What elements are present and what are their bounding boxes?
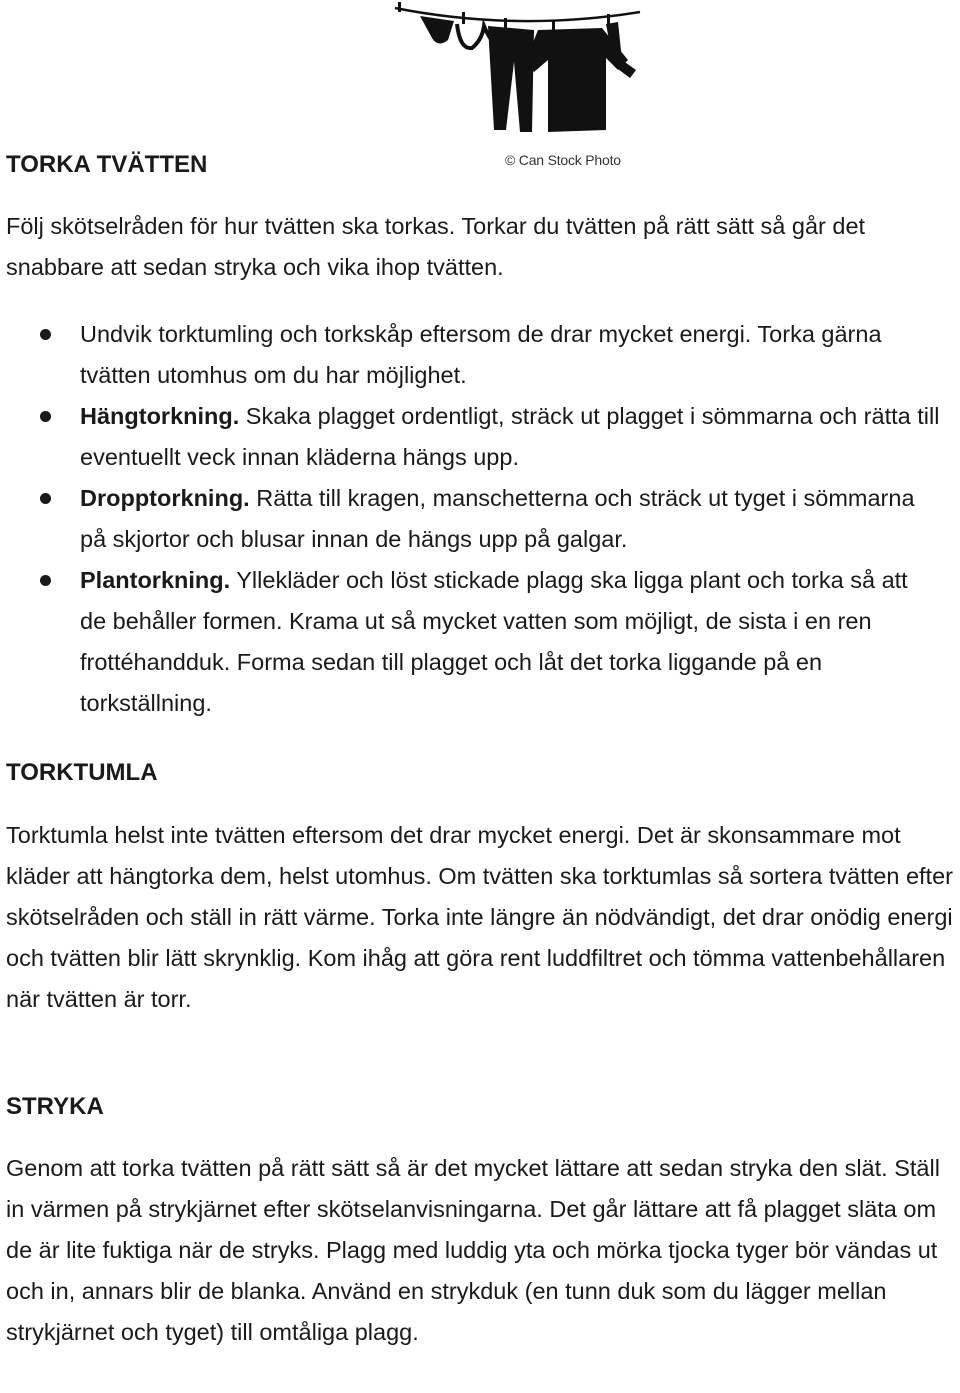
stryka-paragraph: Genom att torka tvätten på rätt sätt så är det mycket lättare att sedan stryka den slät. Ställ in värmen på strykjärnet efter skötselanvisningarna. Det går lättare att få plagget släta om de är lite fuktiga när de stryks. Plagg med luddig yta och mörka tjocka tyger bör vändas ut och in, annars blir de blanka. Använd en strykduk (en tunn duk som du lägger mellan strykjärnet och tyget) till omtåliga plagg. [6,1155,940,1345]
bullet-icon [40,575,51,586]
section-heading-torka: TORKA TVÄTTEN [6,151,208,178]
bullet-icon [40,493,51,504]
watermark-text: © Can Stock Photo [505,152,621,168]
list-item: Dropptorkning. Rätta till kragen, manschetterna och sträck ut tyget i sömmarna på skjortor och blusar innan de hängs upp på galgar. [0,478,940,560]
drying-methods-list [0,314,960,724]
list-item: Hängtorkning. Skaka plagget ordentligt, sträck ut plagget i sömmarna och rätta till eventuellt veck innan kläderna hängs upp. [0,396,940,478]
list-item: Undvik torktumling och torkskåp eftersom de drar mycket energi. Torka gärna tvätten utomhus om du har möjlighet. [0,314,940,396]
bullet-icon [40,411,51,422]
list-item: Plantorkning. Yllekläder och löst stickade plagg ska ligga plant och torka så att de behåller formen. Krama ut så mycket vatten som möjligt, de sista i en ren frottéhandduk. Forma sedan till plagget och låt det torka liggande på en torkställning. [0,560,940,724]
torka-intro-paragraph: Följ skötselråden för hur tvätten ska torkas. Torkar du tvätten på rätt sätt så går det snabbare att sedan stryka och vika ihop tvätten. [6,213,866,280]
torktumla-paragraph: Torktumla helst inte tvätten eftersom det drar mycket energi. Det är skonsammare mot kläder att hängtorka dem, helst utomhus. Om tvätten ska torktumlas så sortera tvätten efter skötselråden och ställ in rätt värme. Torka inte längre än nödvändigt, det drar onödig energi och tvätten blir lätt skrynklig. Kom ihåg att göra rent luddfiltret och tömma vattenbehållaren när tvätten är torr. [6,822,953,1012]
section-heading-stryka: STRYKA [6,1093,104,1120]
section-heading-torktumla: TORKTUMLA [6,759,158,786]
bullet-icon [40,329,51,340]
